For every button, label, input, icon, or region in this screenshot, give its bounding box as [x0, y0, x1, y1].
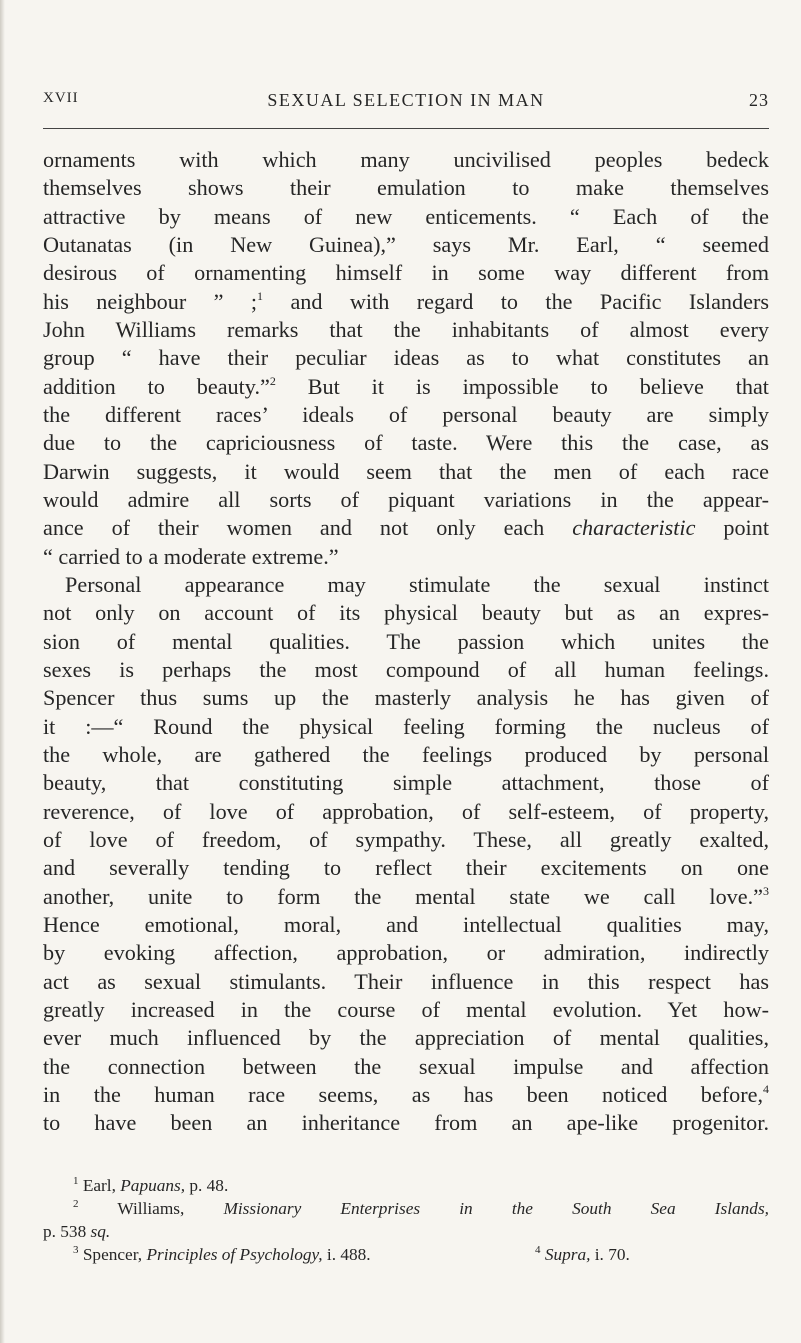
- footnote-number: 1: [73, 1175, 79, 1187]
- footnote-title: Principles of Psychology,: [146, 1245, 323, 1264]
- running-head: [43, 90, 769, 114]
- text-line: group “ have their peculiar ideas as to what constitutes an: [43, 345, 769, 371]
- text-segment: ance of their women and not only each: [43, 515, 545, 541]
- footnote-number: 4: [535, 1244, 541, 1256]
- text-line: desirous of ornamenting himself in some way different from: [43, 260, 769, 286]
- text-segment: addition to beauty.”: [43, 373, 270, 399]
- text-line: due to the capriciousness of taste. Were this the case, as: [43, 430, 769, 456]
- footnote-2-continued: [43, 1220, 769, 1243]
- page-number: 23: [749, 90, 769, 110]
- running-title: SEXUAL SELECTION IN MAN: [267, 90, 545, 110]
- text-line: themselves shows their emulation to make themselves: [43, 175, 769, 201]
- text-line: Spencer thus sums up the masterly analysis he has given of: [43, 685, 769, 711]
- text-line: Hence emotional, moral, and intellectual qualities may,: [43, 911, 769, 937]
- text-line: the whole, are gathered the feelings produced by personal: [43, 741, 769, 767]
- footnote-ref: i. 70.: [590, 1245, 630, 1264]
- text-line: Outanatas (in New Guinea),” says Mr. Earl, “ seemed: [43, 231, 769, 257]
- text-line: sion of mental qualities. The passion which unites the: [43, 628, 769, 654]
- page-edge: [0, 0, 5, 1343]
- text-line: ornaments with which many uncivilised peoples bedeck: [43, 147, 769, 172]
- text-line: greatly increased in the course of mental evolution. Yet how-: [43, 996, 769, 1022]
- footnote-number: 2: [73, 1198, 79, 1210]
- text-segment: But it is impossible to believe that: [275, 373, 769, 399]
- footnote-ref: i. 488.: [322, 1245, 371, 1264]
- footnote-author: Williams,: [78, 1199, 224, 1218]
- text-segment: his neighbour ” ;: [43, 288, 258, 314]
- text-segment: another, unite to form the mental state we call love.”: [43, 883, 763, 909]
- chapter-number: XVII: [43, 90, 79, 106]
- footnote-3: [73, 1245, 371, 1264]
- footnote-ref: p. 538: [43, 1222, 91, 1241]
- text-line: it :—“ Round the physical feeling forming the nucleus of: [43, 713, 769, 739]
- text-line: to have been an inheritance from an ape-like progenitor.: [43, 1110, 769, 1136]
- text-line: beauty, that constituting simple attachment, those of: [43, 770, 769, 796]
- footnote-mark: 3: [763, 883, 769, 898]
- text-segment: in the human race seems, as has been noticed before,: [43, 1081, 763, 1107]
- text-line: Darwin suggests, it would seem that the men of each race: [43, 458, 769, 484]
- footnote-title: Papuans,: [120, 1176, 186, 1195]
- text-line: [43, 1081, 769, 1109]
- text-line: [43, 373, 769, 401]
- text-line: reverence, of love of approbation, of self-esteem, of property,: [43, 798, 769, 824]
- footnote-4: [535, 1243, 630, 1266]
- text-segment: point: [695, 515, 769, 541]
- text-line: of love of freedom, of sympathy. These, all greatly exalted,: [43, 826, 769, 852]
- footnotes: [43, 1174, 769, 1266]
- footnote-ref-italic: sq.: [90, 1222, 111, 1241]
- text-line: the connection between the sexual impulse and affection: [43, 1053, 769, 1079]
- footnote-author: Earl,: [78, 1176, 121, 1195]
- footnote-2: [43, 1197, 769, 1220]
- header-rule: [43, 128, 769, 129]
- footnote-author: Spencer,: [78, 1245, 147, 1264]
- footnote-title: Missionary Enterprises in the South Sea Islands,: [223, 1199, 769, 1218]
- text-line: [43, 883, 769, 911]
- text-line: and severally tending to reflect their excitements on one: [43, 855, 769, 881]
- text-line: act as sexual stimulants. Their influence in this respect has: [43, 968, 769, 994]
- text-line: not only on account of its physical beauty but as an expres-: [43, 600, 769, 626]
- body-text: [43, 146, 769, 1137]
- footnote-title: Supra,: [540, 1245, 591, 1264]
- italic-term: characteristic: [572, 515, 696, 541]
- text-line: attractive by means of new enticements. “ Each of the: [43, 203, 769, 229]
- footnote-number: 3: [73, 1244, 79, 1256]
- footnote-mark: 4: [763, 1081, 769, 1096]
- text-segment: and with regard to the Pacific Islanders: [263, 288, 769, 314]
- text-line: “ carried to a moderate extreme.”: [43, 543, 339, 569]
- text-line: [43, 514, 769, 542]
- text-line: ever much influenced by the appreciation of mental qualities,: [43, 1025, 769, 1051]
- paragraph-start-line: Personal appearance may stimulate the sexual instinct: [65, 571, 769, 597]
- footnote-line-3-4: [43, 1243, 769, 1266]
- footnote-ref: p. 48.: [185, 1176, 229, 1195]
- text-line: by evoking affection, approbation, or admiration, indirectly: [43, 940, 769, 966]
- footnote-mark: 2: [269, 373, 276, 388]
- text-line: sexes is perhaps the most compound of all human feelings.: [43, 656, 769, 682]
- footnote-1: [43, 1174, 769, 1197]
- footnote-mark: 1: [257, 288, 264, 303]
- text-line: the different races’ ideals of personal beauty are simply: [43, 401, 769, 427]
- text-line: [43, 288, 769, 316]
- text-line: John Williams remarks that the inhabitants of almost every: [43, 316, 769, 342]
- text-line: would admire all sorts of piquant variations in the appear-: [43, 486, 769, 512]
